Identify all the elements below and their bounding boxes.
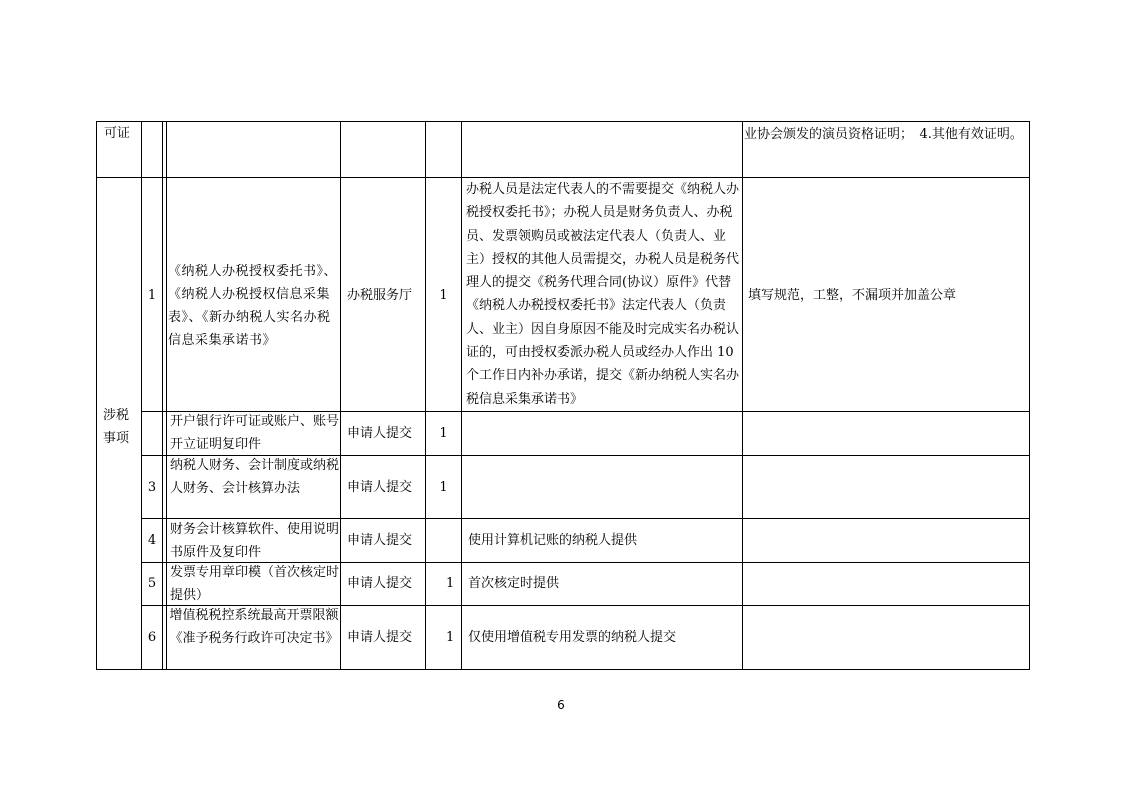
table-border — [96, 121, 97, 670]
table-border — [96, 121, 1030, 122]
source-cell: 申请人提交 — [347, 576, 413, 591]
material-cell: 《纳税人办税授权委托书》、《纳税人办税授权信息采集表》、《新办纳税人实名办税信息采集承诺书》 — [168, 264, 338, 348]
table-border — [1029, 121, 1030, 670]
source-cell: 申请人提交 — [347, 630, 413, 645]
table-border — [96, 669, 1030, 670]
row-number: 6 — [147, 630, 157, 645]
condition-cell: 首次核定时提供 — [468, 576, 560, 591]
copies-cell: 1 — [446, 630, 455, 645]
row-number: 4 — [147, 533, 157, 548]
source-cell: 申请人提交 — [347, 480, 413, 495]
category-cell: 可证 — [104, 126, 131, 141]
row-number: 1 — [147, 288, 157, 303]
material-cell: 增值税税控系统最高开票限额《准予税务行政许可决定书》 — [169, 608, 339, 646]
material-cell: 财务会计核算软件、使用说明书原件及复印件 — [170, 522, 340, 560]
condition-cell: 办税人员是法定代表人的不需要提交《纳税人办税授权委托书》；办税人员是财务负责人、办税员、发票领购员或被法定代表人（负责人、业主）授权的其他人员需提交，办税人员是税务代理人的提交《税务代理合同(协议）原件》代替《纳税人办税授权委托书》法定代表人（负责人、业主）因自身原因不能及时完成实名办税认证的，可由授权委派办税人员或经办人作出 10 个工作日内补办承诺，提交《新办纳税人实名办税信息采集承诺书》 — [466, 182, 740, 407]
condition-cell: 使用计算机记账的纳税人提供 — [468, 533, 638, 548]
notes-cell: 业协会颁发的演员资格证明； 4.其他有效证明。 — [744, 127, 1023, 142]
copies-cell: 1 — [439, 426, 448, 441]
copies-cell: 1 — [439, 480, 448, 495]
table-border — [162, 121, 163, 670]
condition-cell: 仅使用增值税专用发票的纳税人提交 — [468, 630, 677, 645]
copies-cell: 1 — [439, 288, 448, 303]
source-cell: 申请人提交 — [347, 426, 413, 441]
table-border — [742, 121, 743, 670]
notes-cell: 填写规范，工整，不漏项并加盖公章 — [748, 288, 957, 303]
table-border — [461, 121, 462, 670]
copies-cell: 1 — [446, 576, 455, 591]
table-border — [166, 121, 167, 670]
source-cell: 办税服务厅 — [347, 288, 413, 303]
row-number: 3 — [147, 480, 157, 495]
table-border — [425, 121, 426, 670]
row-number: 5 — [147, 576, 157, 591]
material-cell: 纳税人财务、会计制度或纳税人财务、会计核算办法 — [170, 458, 340, 496]
source-cell: 申请人提交 — [347, 533, 413, 548]
material-cell: 开户银行许可证或账户、账号开立证明复印件 — [170, 414, 340, 452]
category-cell: 涉税事项 — [103, 408, 130, 446]
table-border — [340, 121, 341, 670]
material-cell: 发票专用章印模（首次核定时提供） — [170, 565, 340, 603]
page-number: 6 — [557, 698, 565, 712]
